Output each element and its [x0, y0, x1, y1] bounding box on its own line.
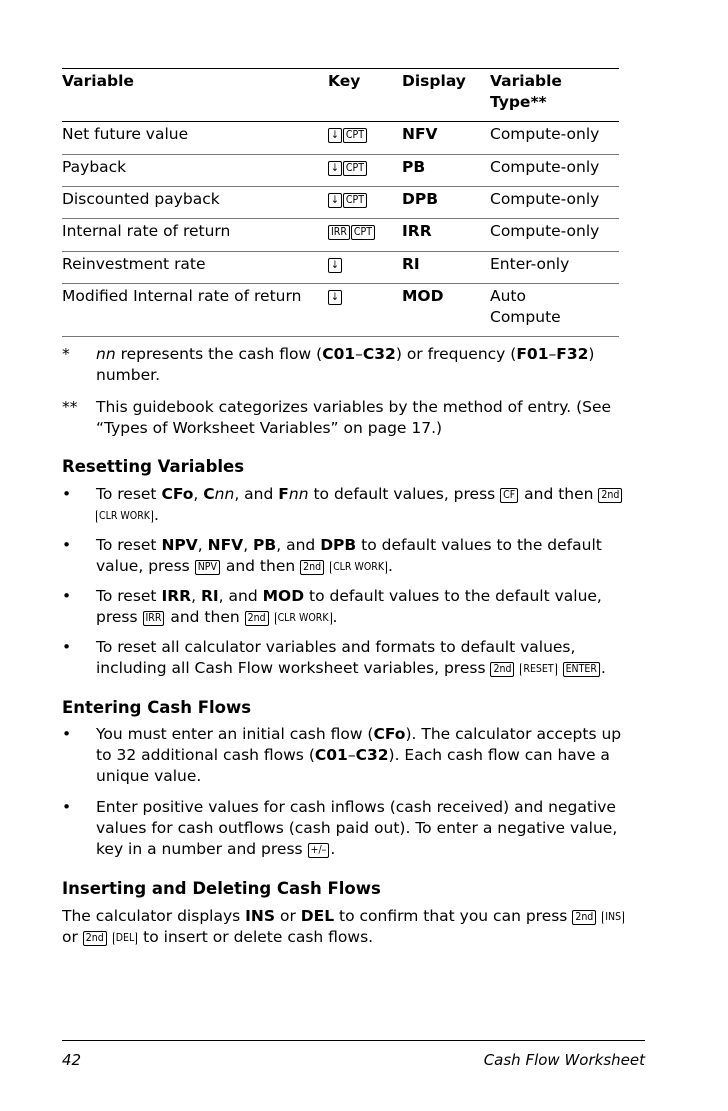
2nd-key: 2nd: [490, 662, 514, 677]
list-item-text: You must enter an initial cash flow (CFo). The calculator accepts up to 32 additional cash flows (C01–C32). Each cash flow can have a unique value.: [96, 725, 622, 785]
row-type: Compute-only: [490, 125, 600, 143]
row-keys: [328, 286, 343, 307]
irr-key: IRR: [328, 225, 350, 240]
enter-key: ENTER: [563, 662, 600, 677]
bullet-icon: •: [62, 638, 72, 656]
row-display: MOD: [402, 287, 444, 305]
list-item-text: Enter positive values for cash inflows (cash received) and negative values for cash outflows (cash paid out). To enter a negative value, key in a number and press +/– .: [96, 798, 618, 858]
list-item-text: To reset NPV, NFV, PB, and DPB to default values to the default value, press NPV and then 2nd CLR WORK .: [96, 536, 602, 575]
clr-work-key: CLR WORK: [275, 612, 332, 625]
cpt-key: CPT: [351, 225, 375, 240]
header-display: Display: [402, 72, 466, 90]
row-keys: [328, 254, 343, 275]
header-variable-type: Variable Type**: [490, 72, 562, 111]
ins-key: INS: [602, 911, 624, 924]
row-divider: [62, 186, 619, 187]
row-display: IRR: [402, 222, 432, 240]
body-paragraph: The calculator displays INS or DEL to confirm that you can press 2nd INS or 2nd DEL to insert or delete cash flows.: [62, 906, 642, 948]
row-divider: [62, 154, 619, 155]
down-arrow-key: ↓: [328, 193, 342, 208]
2nd-key: 2nd: [83, 931, 107, 946]
page-number: 42: [62, 1051, 82, 1069]
reset-key: RESET: [520, 663, 556, 676]
row-variable: Internal rate of return: [62, 222, 231, 240]
cf-key: CF: [500, 488, 518, 503]
row-type: Compute-only: [490, 222, 600, 240]
2nd-key: 2nd: [598, 488, 622, 503]
clr-work-key: CLR WORK: [96, 510, 153, 523]
row-type: Compute-only: [490, 190, 600, 208]
row-variable: Reinvestment rate: [62, 255, 206, 273]
footnote-text: This guidebook categorizes variables by the method of entry. (See “Types of Worksheet Variables” on page 17.): [96, 398, 612, 437]
table-header-rule: [62, 121, 619, 122]
row-keys: [328, 124, 368, 145]
list-item-text: To reset IRR, RI, and MOD to default values to the default value, press IRR and then 2nd CLR WORK .: [96, 587, 602, 626]
row-type: Compute-only: [490, 158, 600, 176]
row-display: NFV: [402, 125, 438, 143]
header-key: Key: [328, 72, 361, 90]
down-arrow-key: ↓: [328, 258, 342, 273]
section-heading-inserting: Inserting and Deleting Cash Flows: [62, 879, 381, 898]
cpt-key: CPT: [343, 161, 367, 176]
footnote-mark: **: [62, 398, 78, 416]
row-divider: [62, 251, 619, 252]
row-display: RI: [402, 255, 420, 273]
row-display: DPB: [402, 190, 439, 208]
bullet-icon: •: [62, 485, 72, 503]
bullet-icon: •: [62, 798, 72, 816]
irr-key: IRR: [143, 611, 165, 626]
down-arrow-key: ↓: [328, 161, 342, 176]
row-keys: [328, 221, 376, 242]
cpt-key: CPT: [343, 128, 367, 143]
bullet-icon: •: [62, 587, 72, 605]
row-variable: Discounted payback: [62, 190, 220, 208]
row-type: Auto Compute: [490, 287, 561, 326]
2nd-key: 2nd: [300, 560, 324, 575]
table-bottom-rule: [62, 336, 619, 337]
bullet-icon: •: [62, 725, 72, 743]
row-display: PB: [402, 158, 426, 176]
footer-rule: [62, 1040, 645, 1041]
section-heading-entering: Entering Cash Flows: [62, 698, 252, 717]
bullet-icon: •: [62, 536, 72, 554]
row-keys: [328, 189, 368, 210]
row-type: Enter-only: [490, 255, 570, 273]
row-variable: Modified Internal rate of return: [62, 287, 302, 305]
row-variable: Payback: [62, 158, 127, 176]
section-heading-resetting: Resetting Variables: [62, 457, 245, 476]
row-variable: Net future value: [62, 125, 189, 143]
2nd-key: 2nd: [245, 611, 269, 626]
2nd-key: 2nd: [572, 910, 596, 925]
down-arrow-key: ↓: [328, 290, 342, 305]
down-arrow-key: ↓: [328, 128, 342, 143]
footnote-text: nn represents the cash flow (C01–C32) or frequency (F01–F32) number.: [96, 345, 595, 384]
row-keys: [328, 157, 368, 178]
table-top-rule: [62, 68, 619, 69]
footnote-mark: *: [62, 345, 70, 363]
list-item-text: To reset CFo, Cnn, and Fnn to default values, press CF and then 2nd CLR WORK .: [96, 484, 636, 526]
list-item-text: To reset all calculator variables and formats to default values, including all Cash Flow worksheet variables, press 2nd RESET ENTER .: [96, 638, 606, 677]
header-variable: Variable: [62, 72, 134, 90]
clr-work-key: CLR WORK: [330, 561, 387, 574]
row-divider: [62, 218, 619, 219]
del-key: DEL: [113, 932, 138, 945]
cpt-key: CPT: [343, 193, 367, 208]
plus-minus-key: +/–: [308, 843, 330, 858]
npv-key: NPV: [195, 560, 220, 575]
row-divider: [62, 283, 619, 284]
chapter-title: Cash Flow Worksheet: [483, 1051, 645, 1069]
